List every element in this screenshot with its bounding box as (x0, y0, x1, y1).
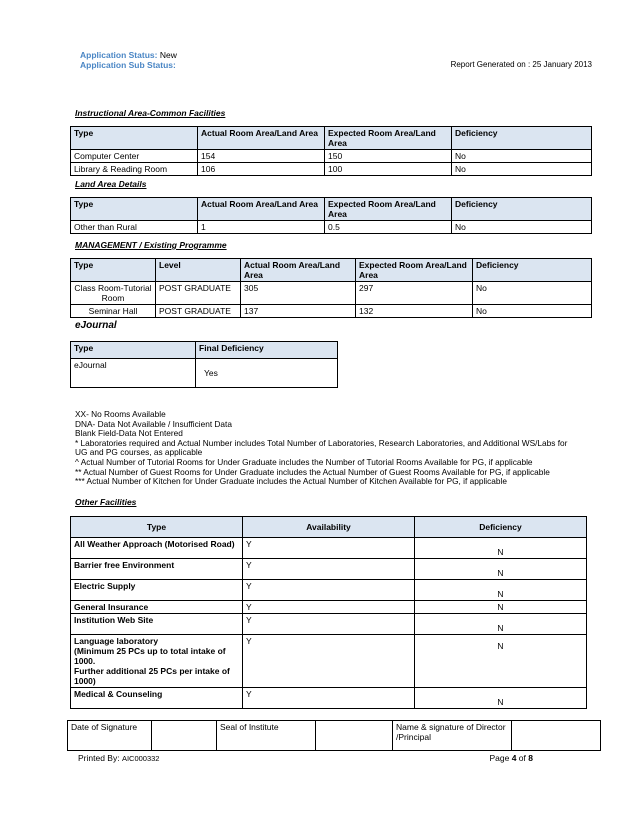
cell: Y (243, 559, 415, 580)
cell: Electric Supply (71, 580, 243, 601)
land-title: Land Area Details (75, 179, 147, 189)
management-table (70, 258, 592, 318)
cell: No (452, 150, 592, 163)
col-type: Type (71, 259, 156, 282)
table-row (71, 221, 592, 234)
cell: N (415, 559, 587, 580)
note-line: DNA- Data Not Available / Insufficient Data (75, 418, 232, 429)
col-type: Type (71, 517, 243, 538)
cell: N (415, 601, 587, 614)
cell: 132 (356, 305, 473, 318)
col-level: Level (156, 259, 241, 282)
cell: Y (243, 614, 415, 635)
printed-by (78, 753, 159, 763)
page-of: of (518, 753, 526, 763)
cell: 150 (325, 150, 452, 163)
cell: 297 (356, 282, 473, 305)
table-row (71, 282, 592, 305)
col-deficiency: Deficiency (452, 127, 592, 150)
table-row (71, 635, 587, 688)
cell: No (452, 221, 592, 234)
table-header-row (71, 127, 592, 150)
status-value: New (159, 50, 177, 60)
legend-notes (75, 410, 595, 487)
cell: Barrier free Environment (71, 559, 243, 580)
note-line: * Laboratories required and Actual Number includes Total Number of Laboratories, Research Laboratories, and Additional WS/Labs for (75, 437, 568, 448)
other-facilities-title: Other Facilities (75, 497, 137, 507)
note-line: Blank Field-Data Not Entered (75, 428, 183, 439)
col-expected: Expected Room Area/Land Area (325, 198, 452, 221)
application-status-block (80, 50, 177, 70)
ejournal-table (70, 341, 338, 388)
cell: 1 (198, 221, 325, 234)
table-row (71, 688, 587, 709)
ejournal-title: eJournal (75, 320, 117, 331)
cell: General Insurance (71, 601, 243, 614)
cell: Y (243, 538, 415, 559)
col-actual: Actual Room Area/Land Area (241, 259, 356, 282)
table-row (71, 559, 587, 580)
table-row (71, 163, 592, 176)
note-line: XX- No Rooms Available (75, 409, 166, 419)
table-row (71, 538, 587, 559)
cell: N (415, 614, 587, 635)
cell: Library & Reading Room (71, 163, 198, 176)
sub-status-label: Application Sub Status: (80, 60, 176, 70)
status-label: Application Status: (80, 50, 158, 60)
col-expected: Expected Room Area/Land Area (325, 127, 452, 150)
date-of-signature-value (152, 721, 217, 751)
date-of-signature-label: Date of Signature (68, 721, 152, 751)
col-type: Type (71, 198, 198, 221)
col-type: Type (71, 342, 196, 359)
table-header-row (71, 517, 587, 538)
cell: Y (243, 635, 415, 688)
cell: No (473, 282, 592, 305)
note-line: ** Actual Number of Guest Rooms for Under Graduate includes the Actual Number of Guest Rooms Available for PG, if applicable (75, 466, 550, 477)
col-deficiency: Deficiency (415, 517, 587, 538)
report-generated: Report Generated on : 25 January 2013 (450, 60, 592, 69)
table-header-row (71, 198, 592, 221)
note-line: ^ Actual Number of Tutorial Rooms for Under Graduate includes the Number of Tutorial Rooms Available for PG, if applicable (75, 456, 533, 467)
page-total: 8 (528, 753, 533, 763)
cell: Seminar Hall (71, 305, 156, 318)
note-line: UG and PG courses, as applicable (75, 447, 203, 458)
cell: Computer Center (71, 150, 198, 163)
page-number (489, 753, 533, 763)
cell: Y (243, 580, 415, 601)
cell: 106 (198, 163, 325, 176)
director-label: Name & signature of Director /Principal (393, 721, 512, 751)
printed-by-label: Printed By: (78, 753, 120, 763)
seal-value (316, 721, 393, 751)
col-expected: Expected Room Area/Land Area (356, 259, 473, 282)
col-deficiency: Deficiency (473, 259, 592, 282)
instructional-title: Instructional Area-Common Facilities (75, 108, 226, 118)
cell: N (415, 635, 587, 688)
signature-table (67, 720, 601, 751)
cell: Medical & Counseling (71, 688, 243, 709)
table-row (71, 601, 587, 614)
table-row (71, 305, 592, 318)
printed-by-value: AIC000332 (121, 754, 160, 763)
cell: 154 (198, 150, 325, 163)
other-facilities-table (70, 516, 587, 709)
cell: POST GRADUATE (156, 305, 241, 318)
application-sub-status (80, 60, 177, 70)
management-title: MANAGEMENT / Existing Programme (75, 240, 227, 250)
cell: N (415, 688, 587, 709)
col-availability: Availability (243, 517, 415, 538)
page-current: 4 (511, 753, 517, 763)
col-type: Type (71, 127, 198, 150)
col-actual: Actual Room Area/Land Area (198, 127, 325, 150)
note-line: *** Actual Number of Kitchen for Under Graduate includes the Actual Number of Kitchen Available for PG, if applicable (75, 476, 507, 487)
col-deficiency: Deficiency (452, 198, 592, 221)
cell: 137 (241, 305, 356, 318)
cell: Language laboratory (Minimum 25 PCs up to total intake of 1000. Further additional 25 PCs per intake of 1000) (71, 635, 243, 688)
signature-row (68, 721, 601, 751)
cell: eJournal (71, 359, 196, 388)
director-signature-value (512, 721, 601, 751)
cell: All Weather Approach (Motorised Road) (71, 538, 243, 559)
table-row (71, 614, 587, 635)
col-final-deficiency: Final Deficiency (196, 342, 338, 359)
cell: Yes (196, 359, 338, 388)
cell: Y (243, 601, 415, 614)
cell: Institution Web Site (71, 614, 243, 635)
table-row (71, 150, 592, 163)
cell: Y (243, 688, 415, 709)
col-actual: Actual Room Area/Land Area (198, 198, 325, 221)
cell: Other than Rural (71, 221, 198, 234)
table-row (71, 359, 338, 388)
cell: No (452, 163, 592, 176)
cell: 100 (325, 163, 452, 176)
cell: 305 (241, 282, 356, 305)
table-header-row (71, 342, 338, 359)
table-header-row (71, 259, 592, 282)
seal-label: Seal of Institute (217, 721, 316, 751)
land-table (70, 197, 592, 234)
cell: 0.5 (325, 221, 452, 234)
instructional-table (70, 126, 592, 176)
cell: No (473, 305, 592, 318)
application-status (80, 50, 177, 60)
page-label: Page (489, 753, 510, 763)
table-row (71, 580, 587, 601)
cell: N (415, 580, 587, 601)
cell: POST GRADUATE (156, 282, 241, 305)
cell: Class Room-Tutorial Room (71, 282, 156, 305)
cell: N (415, 538, 587, 559)
